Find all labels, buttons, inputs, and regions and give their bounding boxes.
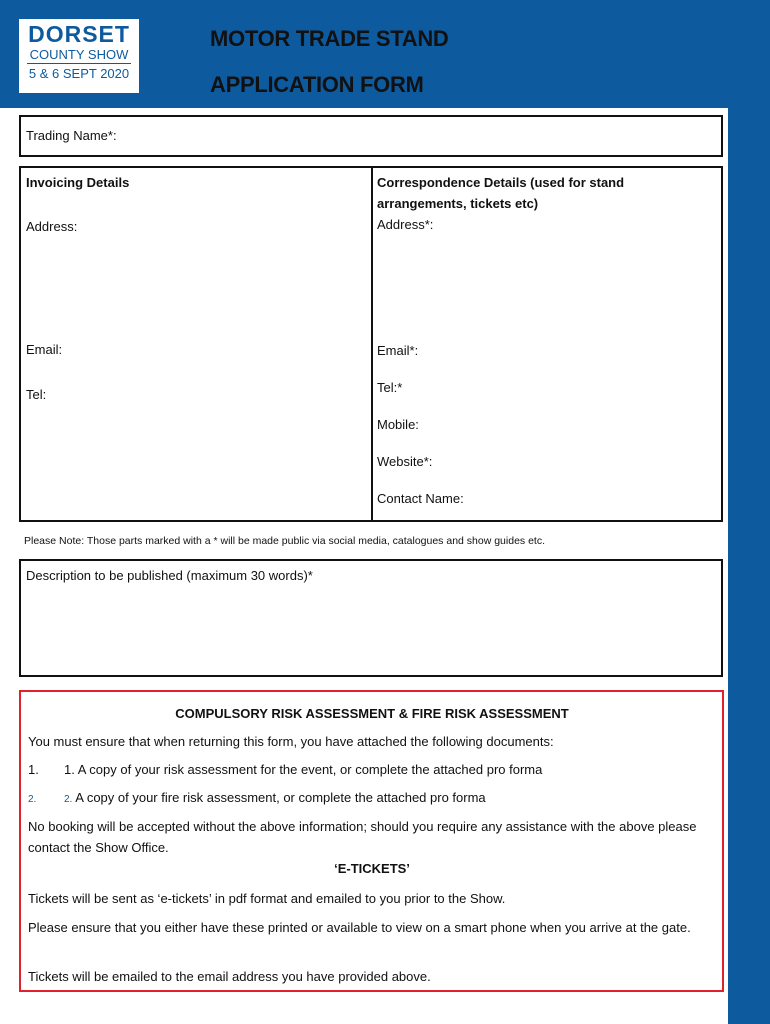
description-field[interactable] [19,559,723,677]
dorset-county-show-logo [19,19,139,93]
correspondence-email-field[interactable]: Email*: [377,343,419,358]
logo-rule [27,63,131,64]
risk-item-2-text: A copy of your fire risk assessment, or complete the attached pro forma [75,790,486,805]
risk-item-1-number: 1. [28,762,39,777]
risk-assessment-panel [19,690,724,992]
invoicing-tel-field[interactable]: Tel: [26,387,47,402]
contact-details-table [19,166,723,522]
risk-item-2-inner-number: 2. [64,794,73,805]
correspondence-tel-field[interactable]: Tel:* [377,380,403,395]
page-title-line1: MOTOR TRADE STAND [210,26,449,51]
invoicing-heading: Invoicing Details [26,175,130,190]
public-info-note: Please Note: Those parts marked with a * will be made public via social media, catalogues and show guides etc. [24,535,546,547]
risk-intro: You must ensure that when returning this form, you have attached the following documents: [28,734,554,749]
eticket-heading: ‘E-TICKETS’ [334,861,410,876]
correspondence-contact-name-field[interactable]: Contact Name: [377,491,464,506]
risk-item-1-text: 1. A copy of your risk assessment for the event, or complete the attached pro forma [64,762,543,777]
correspondence-address-field[interactable]: Address*: [377,217,434,232]
page-title-line2: APPLICATION FORM [210,72,424,97]
eticket-text-2: Please ensure that you either have these printed or available to view on a smart phone when you arrive at the gate. [28,920,691,935]
risk-heading: COMPULSORY RISK ASSESSMENT & FIRE RISK ASSESSMENT [175,706,569,721]
description-label: Description to be published (maximum 30 words)* [26,568,313,583]
side-band [728,0,770,1024]
column-divider [371,168,373,520]
logo-sub-text: COUNTY SHOW [29,47,129,62]
trading-name-field[interactable] [19,115,723,157]
correspondence-heading-line2: arrangements, tickets etc) [377,196,539,211]
invoicing-email-field[interactable]: Email: [26,342,63,357]
risk-item-2 [28,787,716,810]
invoicing-address-field[interactable]: Address: [26,219,78,234]
eticket-text-1: Tickets will be sent as ‘e-tickets’ in pdf format and emailed to you prior to the Show. [28,891,506,906]
eticket-text-3: Tickets will be emailed to the email address you have provided above. [28,969,431,984]
trading-name-label: Trading Name*: [26,128,117,143]
logo-main-text: DORSET [28,21,130,47]
correspondence-website-field[interactable]: Website*: [377,454,433,469]
correspondence-heading-line1: Correspondence Details (used for stand [377,175,625,190]
logo-date-text: 5 & 6 SEPT 2020 [28,66,130,81]
risk-item-2-number: 2. [28,794,37,805]
correspondence-mobile-field[interactable]: Mobile: [377,417,419,432]
no-booking-text: No booking will be accepted without the above information; should you require any assistance with the above please contact the Show Office. [28,819,697,855]
risk-item-1 [28,759,716,780]
